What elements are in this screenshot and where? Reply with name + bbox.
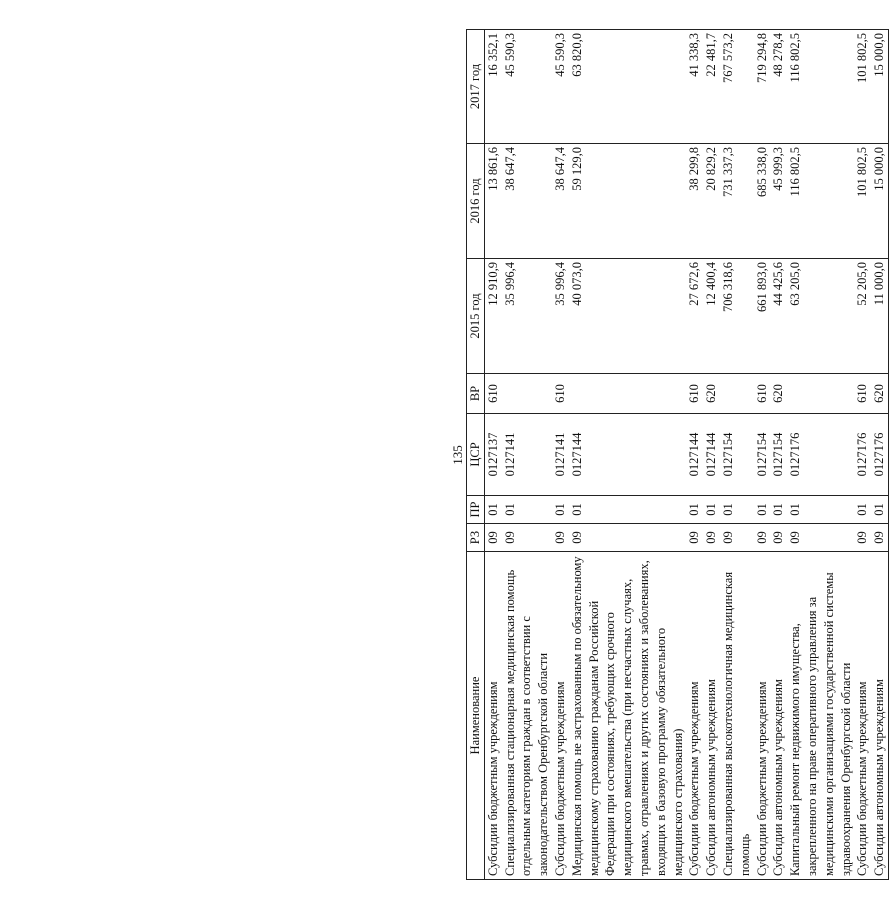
amount-2017-cell: 45 590,3: [552, 30, 569, 144]
pr-cell: 01: [703, 496, 720, 524]
column-header-vr: ВР: [467, 374, 485, 414]
amount-2016-cell: 685 338,0: [754, 144, 771, 259]
csr-cell: 0127137: [484, 414, 501, 496]
csr-cell: 0127144: [703, 414, 720, 496]
table-row: [686, 30, 703, 880]
pr-cell: 01: [686, 496, 703, 524]
csr-cell: 0127154: [754, 414, 771, 496]
amount-2017-cell: 116 802,5: [787, 30, 854, 144]
vr-cell: [720, 374, 754, 414]
table-body: [484, 30, 888, 880]
rz-cell: 09: [787, 524, 854, 552]
amount-2015-cell: 63 205,0: [787, 259, 854, 374]
rz-cell: 09: [854, 524, 871, 552]
rotated-page: [54, 30, 887, 880]
rz-cell: 09: [720, 524, 754, 552]
csr-cell: 0127154: [720, 414, 754, 496]
table-row: [552, 30, 569, 880]
amount-2017-cell: 767 573,2: [720, 30, 754, 144]
pr-cell: 01: [720, 496, 754, 524]
vr-cell: 610: [484, 374, 501, 414]
column-header-pr: ПР: [467, 496, 485, 524]
name-cell: Субсидии бюджетным учреждениям: [552, 552, 569, 880]
table-row: [720, 30, 754, 880]
name-cell: Субсидии автономным учреждениям: [703, 552, 720, 880]
vr-cell: 620: [770, 374, 787, 414]
name-cell: Капитальный ремонт недвижимого имущества, закрепленного на праве оперативного управления за медицинскими организациями государственной системы здравоохранения Оренбургской области: [787, 552, 854, 880]
amount-2017-cell: 63 820,0: [569, 30, 687, 144]
amount-2015-cell: 706 318,6: [720, 259, 754, 374]
amount-2016-cell: 116 802,5: [787, 144, 854, 259]
column-header-csr: ЦСР: [467, 414, 485, 496]
pr-cell: 01: [484, 496, 501, 524]
name-cell: Специализированная высокотехнологичная медицинская помощь: [720, 552, 754, 880]
amount-2016-cell: 38 647,4: [502, 144, 552, 259]
table-row: [871, 30, 888, 880]
csr-cell: 0127141: [552, 414, 569, 496]
pr-cell: 01: [871, 496, 888, 524]
amount-2016-cell: 38 299,8: [686, 144, 703, 259]
column-header-name: Наименование: [467, 552, 485, 880]
name-cell: Субсидии бюджетным учреждениям: [484, 552, 501, 880]
rz-cell: 09: [754, 524, 771, 552]
vr-cell: 610: [754, 374, 771, 414]
amount-2017-cell: 15 000,0: [871, 30, 888, 144]
table-row: [854, 30, 871, 880]
pr-cell: 01: [754, 496, 771, 524]
table-row: [787, 30, 854, 880]
column-header-2016: 2016 год: [467, 144, 485, 259]
amount-2015-cell: 12 910,9: [484, 259, 501, 374]
csr-cell: 0127176: [871, 414, 888, 496]
table-row: [484, 30, 501, 880]
pr-cell: 01: [569, 496, 687, 524]
amount-2017-cell: 45 590,3: [502, 30, 552, 144]
name-cell: Медицинская помощь не застрахованным по обязательному медицинскому страхованию гражданам Российской Федерации при состояниях, требующих срочного медицинского вмешательства (при несчастных случаях, травмах, отравлениях и других состояниях и заболеваниях, входящих в базовую программу обязательного медицинского страхования): [569, 552, 687, 880]
amount-2015-cell: 40 073,0: [569, 259, 687, 374]
name-cell: Субсидии бюджетным учреждениям: [686, 552, 703, 880]
pr-cell: 01: [502, 496, 552, 524]
column-header-rz: РЗ: [467, 524, 485, 552]
amount-2017-cell: 101 802,5: [854, 30, 871, 144]
amount-2016-cell: 20 829,2: [703, 144, 720, 259]
amount-2016-cell: 45 999,3: [770, 144, 787, 259]
amount-2017-cell: 16 352,1: [484, 30, 501, 144]
pr-cell: 01: [552, 496, 569, 524]
table-row: [754, 30, 771, 880]
rz-cell: 09: [569, 524, 687, 552]
amount-2016-cell: 38 647,4: [552, 144, 569, 259]
amount-2017-cell: 22 481,7: [703, 30, 720, 144]
table-row: [502, 30, 552, 880]
amount-2017-cell: 719 294,8: [754, 30, 771, 144]
amount-2015-cell: 27 672,6: [686, 259, 703, 374]
amount-2015-cell: 12 400,4: [703, 259, 720, 374]
vr-cell: 620: [871, 374, 888, 414]
amount-2016-cell: 13 861,6: [484, 144, 501, 259]
csr-cell: 0127154: [770, 414, 787, 496]
amount-2016-cell: 101 802,5: [854, 144, 871, 259]
vr-cell: [569, 374, 687, 414]
pr-cell: 01: [787, 496, 854, 524]
rz-cell: 09: [552, 524, 569, 552]
csr-cell: 0127144: [686, 414, 703, 496]
amount-2016-cell: 731 337,3: [720, 144, 754, 259]
amount-2015-cell: 52 205,0: [854, 259, 871, 374]
name-cell: Субсидии бюджетным учреждениям: [854, 552, 871, 880]
rz-cell: 09: [686, 524, 703, 552]
pr-cell: 01: [770, 496, 787, 524]
column-header-2017: 2017 год: [467, 30, 485, 144]
amount-2016-cell: 59 129,0: [569, 144, 687, 259]
rz-cell: 09: [770, 524, 787, 552]
vr-cell: 610: [552, 374, 569, 414]
amount-2015-cell: 35 996,4: [502, 259, 552, 374]
amount-2016-cell: 15 000,0: [871, 144, 888, 259]
amount-2015-cell: 35 996,4: [552, 259, 569, 374]
amount-2015-cell: 661 893,0: [754, 259, 771, 374]
amount-2017-cell: 41 338,3: [686, 30, 703, 144]
table-header-row: [467, 30, 485, 880]
csr-cell: 0127141: [502, 414, 552, 496]
amount-2017-cell: 48 278,4: [770, 30, 787, 144]
rz-cell: 09: [703, 524, 720, 552]
vr-cell: [787, 374, 854, 414]
name-cell: Субсидии автономным учреждениям: [871, 552, 888, 880]
rz-cell: 09: [871, 524, 888, 552]
pr-cell: 01: [854, 496, 871, 524]
vr-cell: [502, 374, 552, 414]
name-cell: Субсидии автономным учреждениям: [770, 552, 787, 880]
vr-cell: 610: [854, 374, 871, 414]
amount-2015-cell: 44 425,6: [770, 259, 787, 374]
csr-cell: 0127144: [569, 414, 687, 496]
amount-2015-cell: 11 000,0: [871, 259, 888, 374]
csr-cell: 0127176: [787, 414, 854, 496]
table-row: [703, 30, 720, 880]
rz-cell: 09: [502, 524, 552, 552]
budget-table: [466, 29, 889, 880]
page-number: 135: [450, 445, 465, 465]
name-cell: Специализированная стационарная медицинская помощь отдельным категориям граждан в соответствии с законодательством Оренбургской области: [502, 552, 552, 880]
vr-cell: 610: [686, 374, 703, 414]
table-row: [569, 30, 687, 880]
vr-cell: 620: [703, 374, 720, 414]
name-cell: Субсидии бюджетным учреждениям: [754, 552, 771, 880]
csr-cell: 0127176: [854, 414, 871, 496]
rz-cell: 09: [484, 524, 501, 552]
column-header-2015: 2015 год: [467, 259, 485, 374]
table-row: [770, 30, 787, 880]
